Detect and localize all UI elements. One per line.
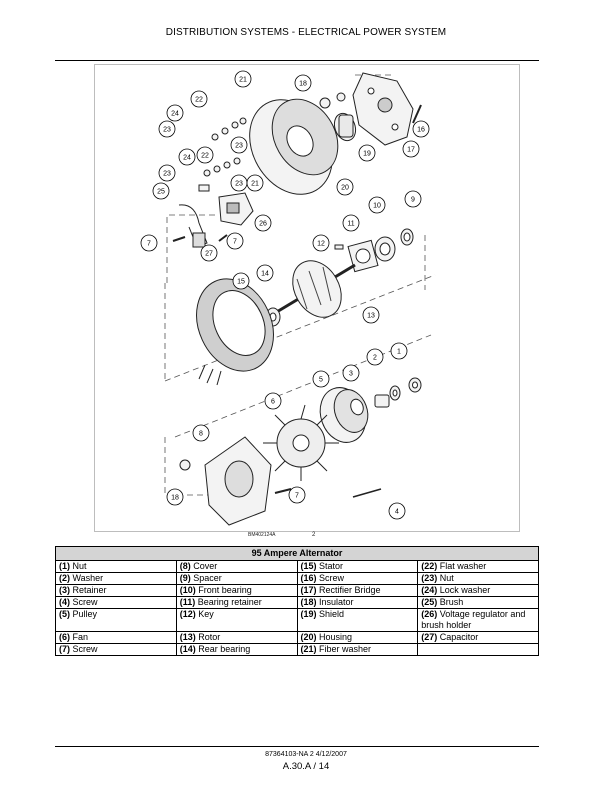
part-name: Brush [437, 597, 464, 607]
part-number: (14) [179, 644, 196, 654]
part-number: (7) [59, 644, 70, 654]
callout-1 [391, 343, 407, 359]
callout-18 [167, 489, 183, 505]
washer-part [390, 386, 400, 400]
svg-text:25: 25 [157, 188, 165, 196]
table-cell [418, 597, 539, 609]
callout-16 [413, 121, 429, 137]
table-cell [176, 644, 297, 656]
callout-18 [295, 75, 311, 91]
callout-13 [363, 307, 379, 323]
part-name: Retainer [70, 585, 107, 595]
spacer-part [401, 229, 413, 245]
screw-part [275, 489, 291, 493]
svg-text:27: 27 [205, 250, 213, 258]
part-name: Stator [316, 561, 344, 571]
voltage-regulator-part [219, 193, 253, 225]
parts-table-caption: 95 Ampere Alternator [56, 547, 539, 561]
callout-17 [403, 141, 419, 157]
part-number: (19) [300, 609, 317, 619]
rectifier-bridge-part [353, 73, 413, 145]
part-number: (17) [300, 585, 317, 595]
part-number: (26) [421, 609, 438, 619]
table-cell [56, 609, 177, 632]
part-name: Bearing retainer [195, 597, 262, 607]
svg-text:16: 16 [417, 126, 425, 134]
svg-text:23: 23 [235, 142, 243, 150]
part-name: Rear bearing [195, 644, 251, 654]
svg-text:12: 12 [317, 240, 325, 248]
table-row [56, 573, 539, 585]
table-row [56, 597, 539, 609]
callout-26 [255, 215, 271, 231]
header-rule [55, 60, 539, 61]
table-row [56, 644, 539, 656]
callout-24 [167, 105, 183, 121]
part-name: Screw [70, 597, 98, 607]
callout-3 [343, 365, 359, 381]
table-cell [56, 561, 177, 573]
part-number: (13) [179, 632, 196, 642]
callout-24 [179, 149, 195, 165]
svg-text:22: 22 [195, 96, 203, 104]
figure-number: 2 [312, 532, 316, 538]
part-name: Voltage regulator and brush holder [421, 609, 526, 630]
part-number: (8) [179, 561, 191, 571]
svg-text:1: 1 [397, 348, 401, 356]
table-cell [297, 644, 418, 656]
callout-25 [153, 183, 169, 199]
part-number: (18) [300, 597, 317, 607]
screw-part [413, 105, 421, 123]
table-row [56, 609, 539, 632]
table-cell [176, 597, 297, 609]
part-number: (9) [179, 573, 191, 583]
svg-text:14: 14 [261, 270, 269, 278]
part-number: (10) [179, 585, 196, 595]
screw-part [219, 235, 227, 241]
callout-2 [367, 349, 383, 365]
callout-19 [359, 145, 375, 161]
table-cell [297, 573, 418, 585]
svg-text:20: 20 [341, 184, 349, 192]
part-name: Pulley [70, 609, 98, 619]
svg-text:3: 3 [349, 370, 353, 378]
part-name: Spacer [190, 573, 222, 583]
part-name: Shield [316, 609, 345, 619]
svg-text:4: 4 [395, 508, 399, 516]
part-name: Rectifier Bridge [316, 585, 381, 595]
footer-document-id: 87364103-NA 2 4/12/2007 [265, 751, 347, 758]
part-number: (2) [59, 573, 70, 583]
callout-21 [247, 175, 263, 191]
callout-6 [265, 393, 281, 409]
part-name: Insulator [316, 597, 354, 607]
table-cell [297, 585, 418, 597]
part-number: (24) [421, 585, 438, 595]
callout-5 [313, 371, 329, 387]
rotor-part [275, 252, 355, 326]
part-number: (3) [59, 585, 70, 595]
part-name: Lock washer [437, 585, 491, 595]
washer-stack-top [212, 118, 246, 140]
part-name: Screw [70, 644, 98, 654]
table-row [56, 561, 539, 573]
callout-7 [289, 487, 305, 503]
part-name: Key [195, 609, 214, 619]
table-cell [56, 632, 177, 644]
part-name: Capacitor [437, 632, 479, 642]
footer-rule [55, 746, 539, 747]
svg-text:21: 21 [239, 76, 247, 84]
callout-14 [257, 265, 273, 281]
insulator-part [180, 460, 190, 470]
table-cell [418, 609, 539, 632]
housing-part [233, 85, 351, 210]
svg-text:13: 13 [367, 312, 375, 320]
part-name: Nut [70, 561, 87, 571]
page-header-title: DISTRIBUTION SYSTEMS - ELECTRICAL POWER SYSTEM [165, 27, 447, 38]
table-cell [176, 632, 297, 644]
front-bearing-part [375, 237, 395, 261]
svg-text:17: 17 [407, 146, 415, 154]
callout-21 [235, 71, 251, 87]
svg-text:8: 8 [199, 430, 203, 438]
callout-10 [369, 197, 385, 213]
callout-23 [159, 121, 175, 137]
svg-text:7: 7 [233, 238, 237, 246]
table-cell [56, 597, 177, 609]
callout-20 [337, 179, 353, 195]
svg-text:7: 7 [295, 492, 299, 500]
table-cell [56, 644, 177, 656]
table-cell [176, 609, 297, 632]
table-cell [176, 585, 297, 597]
svg-text:19: 19 [363, 150, 371, 158]
table-cell [418, 573, 539, 585]
svg-text:18: 18 [299, 80, 307, 88]
part-number: (12) [179, 609, 196, 619]
callout-9 [405, 191, 421, 207]
part-name: Washer [70, 573, 104, 583]
callout-27 [201, 245, 217, 261]
part-number: (4) [59, 597, 70, 607]
table-cell [56, 585, 177, 597]
svg-text:6: 6 [271, 398, 275, 406]
part-name: Front bearing [195, 585, 252, 595]
part-name: Fiber washer [316, 644, 372, 654]
callout-7 [141, 235, 157, 251]
svg-text:21: 21 [251, 180, 259, 188]
svg-text:10: 10 [373, 202, 381, 210]
callout-11 [343, 215, 359, 231]
table-cell [297, 597, 418, 609]
parts-table [55, 546, 539, 656]
svg-text:23: 23 [235, 180, 243, 188]
table-cell [418, 561, 539, 573]
table-cell-empty [418, 644, 539, 656]
part-name: Cover [190, 561, 218, 571]
svg-text:24: 24 [183, 154, 191, 162]
callout-12 [313, 235, 329, 251]
part-number: (25) [421, 597, 438, 607]
part-number: (21) [300, 644, 317, 654]
svg-text:7: 7 [147, 240, 151, 248]
screw-part [173, 237, 185, 241]
svg-text:22: 22 [201, 152, 209, 160]
svg-text:23: 23 [163, 170, 171, 178]
table-row [56, 632, 539, 644]
part-name: Flat washer [437, 561, 487, 571]
callout-15 [233, 273, 249, 289]
long-screw-part [353, 489, 381, 497]
svg-text:15: 15 [237, 278, 245, 286]
part-name: Screw [316, 573, 345, 583]
table-row [56, 585, 539, 597]
svg-text:5: 5 [319, 376, 323, 384]
part-number: (22) [421, 561, 438, 571]
table-cell [297, 632, 418, 644]
retainer-part [375, 395, 389, 407]
callout-8 [193, 425, 209, 441]
part-number: (23) [421, 573, 438, 583]
insulator-part [320, 93, 345, 108]
part-number: (5) [59, 609, 70, 619]
part-name: Rotor [195, 632, 221, 642]
figure-code: BM402124A [248, 532, 276, 538]
svg-text:26: 26 [259, 220, 267, 228]
callout-23 [159, 165, 175, 181]
nut-part [409, 378, 421, 392]
table-cell [56, 573, 177, 585]
callout-22 [191, 91, 207, 107]
table-cell [418, 632, 539, 644]
part-number: (16) [300, 573, 317, 583]
svg-text:23: 23 [163, 126, 171, 134]
callout-23 [231, 175, 247, 191]
svg-text:9: 9 [411, 196, 415, 204]
part-number: (27) [421, 632, 438, 642]
part-number: (20) [300, 632, 317, 642]
svg-text:11: 11 [347, 220, 355, 228]
svg-text:24: 24 [171, 110, 179, 118]
part-number: (15) [300, 561, 317, 571]
callout-23 [231, 137, 247, 153]
alternator-exploded-diagram [95, 65, 519, 531]
part-number: (1) [59, 561, 70, 571]
table-cell [297, 609, 418, 632]
part-name: Housing [316, 632, 353, 642]
svg-text:18: 18 [171, 494, 179, 502]
cover-part [205, 437, 271, 525]
part-number: (6) [59, 632, 70, 642]
callout-4 [389, 503, 405, 519]
svg-text:2: 2 [373, 354, 377, 362]
brush-part [199, 185, 209, 191]
key-part [335, 245, 343, 249]
capacitor-part [179, 205, 207, 247]
table-cell [418, 585, 539, 597]
footer-page-number: A.30.A / 14 [282, 761, 330, 772]
part-number: (11) [179, 597, 196, 607]
table-cell [176, 561, 297, 573]
exploded-view-figure [94, 64, 520, 532]
callout-7 [227, 233, 243, 249]
part-name: Nut [437, 573, 454, 583]
table-cell [297, 561, 418, 573]
table-cell [176, 573, 297, 585]
callout-22 [197, 147, 213, 163]
part-name: Fan [70, 632, 89, 642]
